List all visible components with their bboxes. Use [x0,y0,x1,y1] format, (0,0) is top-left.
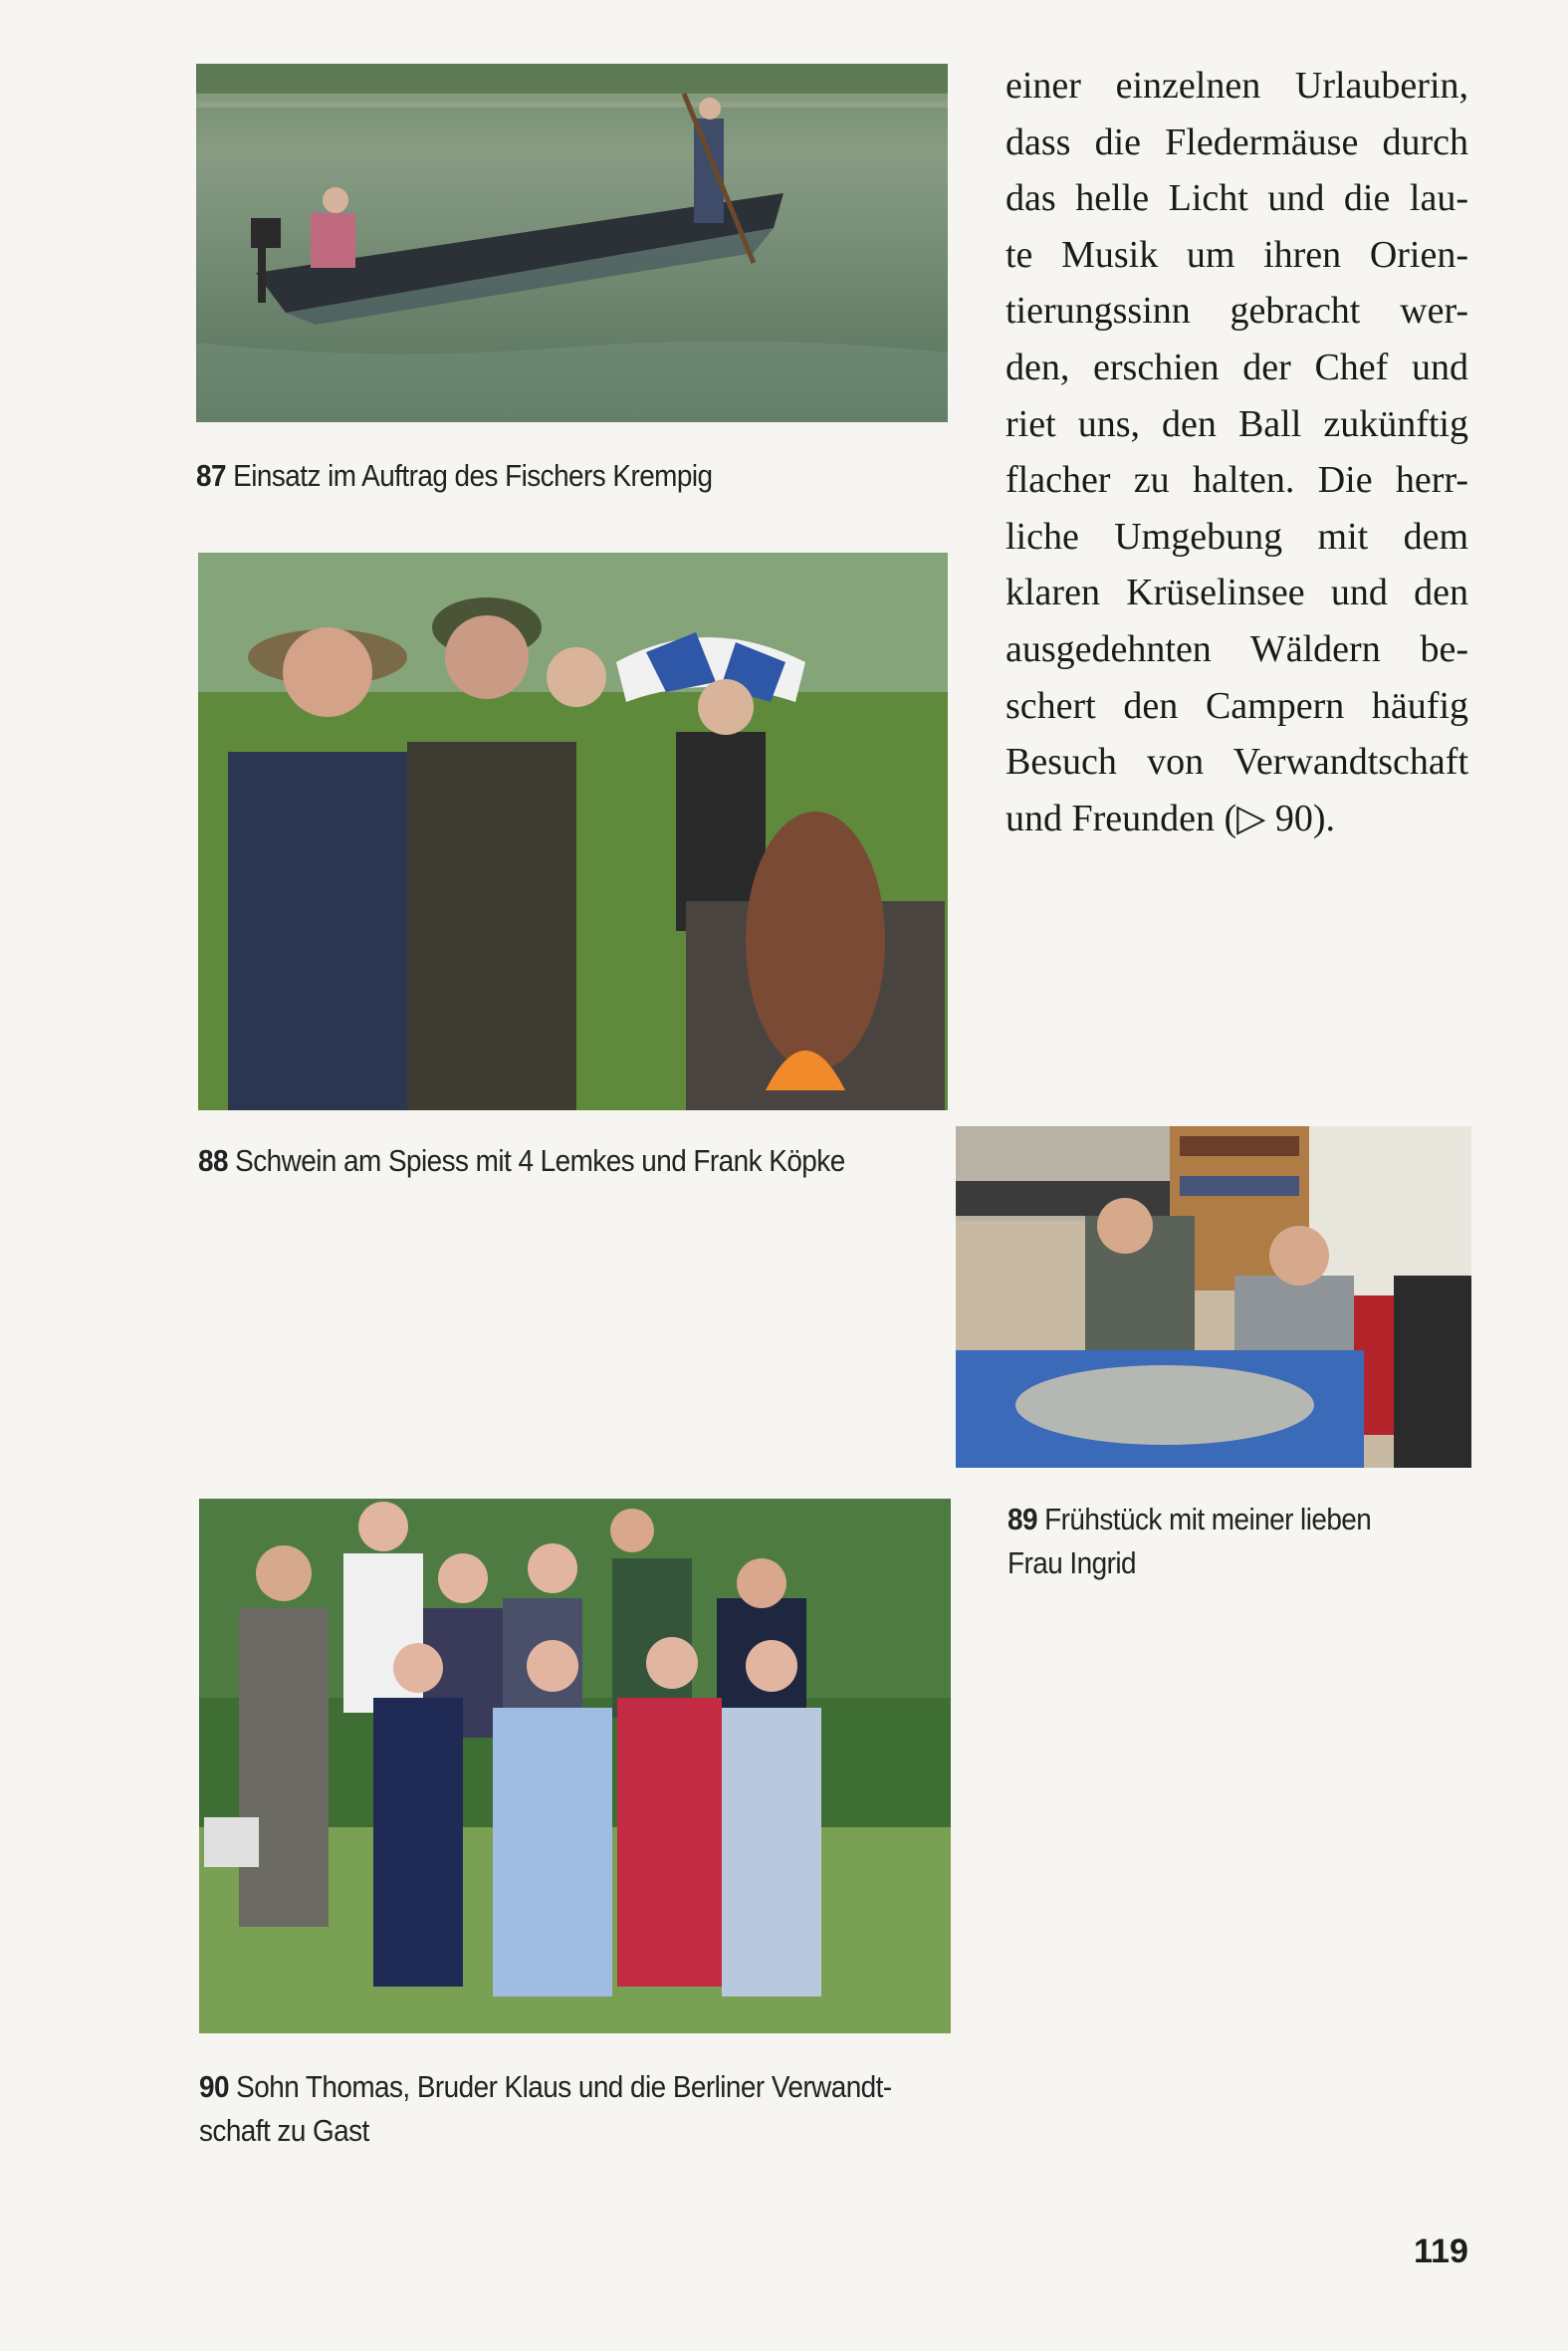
photo-87-boat-on-lake [196,64,948,422]
body-text-line: dass die Fledermäuse durch [1006,120,1468,163]
caption-text: Schwein am Spiess mit 4 Lemkes und Frank Köpke [235,1143,845,1178]
body-text-line: schert den Campern häufig [1006,684,1468,727]
body-text-column [1006,58,1468,846]
body-text-line: den, erschien der Chef und [1006,346,1468,388]
figure-number: 89 [1008,1502,1037,1536]
figure-number: 87 [196,458,226,493]
body-text-line: liche Umgebung mit dem [1006,515,1468,558]
photo-89-breakfast [956,1126,1471,1468]
body-text-line: klaren Krüselinsee und den [1006,572,1468,614]
figure-number: 90 [199,2069,229,2104]
caption-text-line1: Sohn Thomas, Bruder Klaus und die Berliner Verwandt- [236,2069,892,2104]
body-text-line: flacher zu halten. Die herr- [1006,459,1468,502]
caption-87 [196,454,712,498]
body-text-line: einer einzelnen Urlauberin, [1006,65,1468,107]
caption-text-line2: schaft zu Gast [199,2113,369,2148]
caption-text-line2: Frau Ingrid [1008,1545,1136,1580]
body-text-line: und Freunden (▷ 90). [1006,797,1336,839]
caption-text: Einsatz im Auftrag des Fischers Krempig [233,458,713,493]
body-text-line: tierungssinn gebracht wer- [1006,290,1468,333]
photo-90-family-group [199,1499,951,2033]
figure-number: 88 [198,1143,228,1178]
body-text-line: te Musik um ihren Orien- [1006,233,1468,276]
body-text-line: ausgedehnten Wäldern be- [1006,627,1468,670]
body-text-line: das helle Licht und die lau- [1006,177,1468,220]
body-text-line: riet uns, den Ball zukünftig [1006,402,1468,445]
page-number: 119 [1414,2233,1468,2270]
body-text-line: Besuch von Verwandtschaft [1006,741,1468,784]
caption-88 [198,1139,845,1183]
caption-89 [1008,1498,1371,1585]
caption-text-line1: Frühstück mit meiner lieben [1044,1502,1372,1536]
photo-88-pig-roast [198,553,948,1110]
caption-90 [199,2065,892,2153]
